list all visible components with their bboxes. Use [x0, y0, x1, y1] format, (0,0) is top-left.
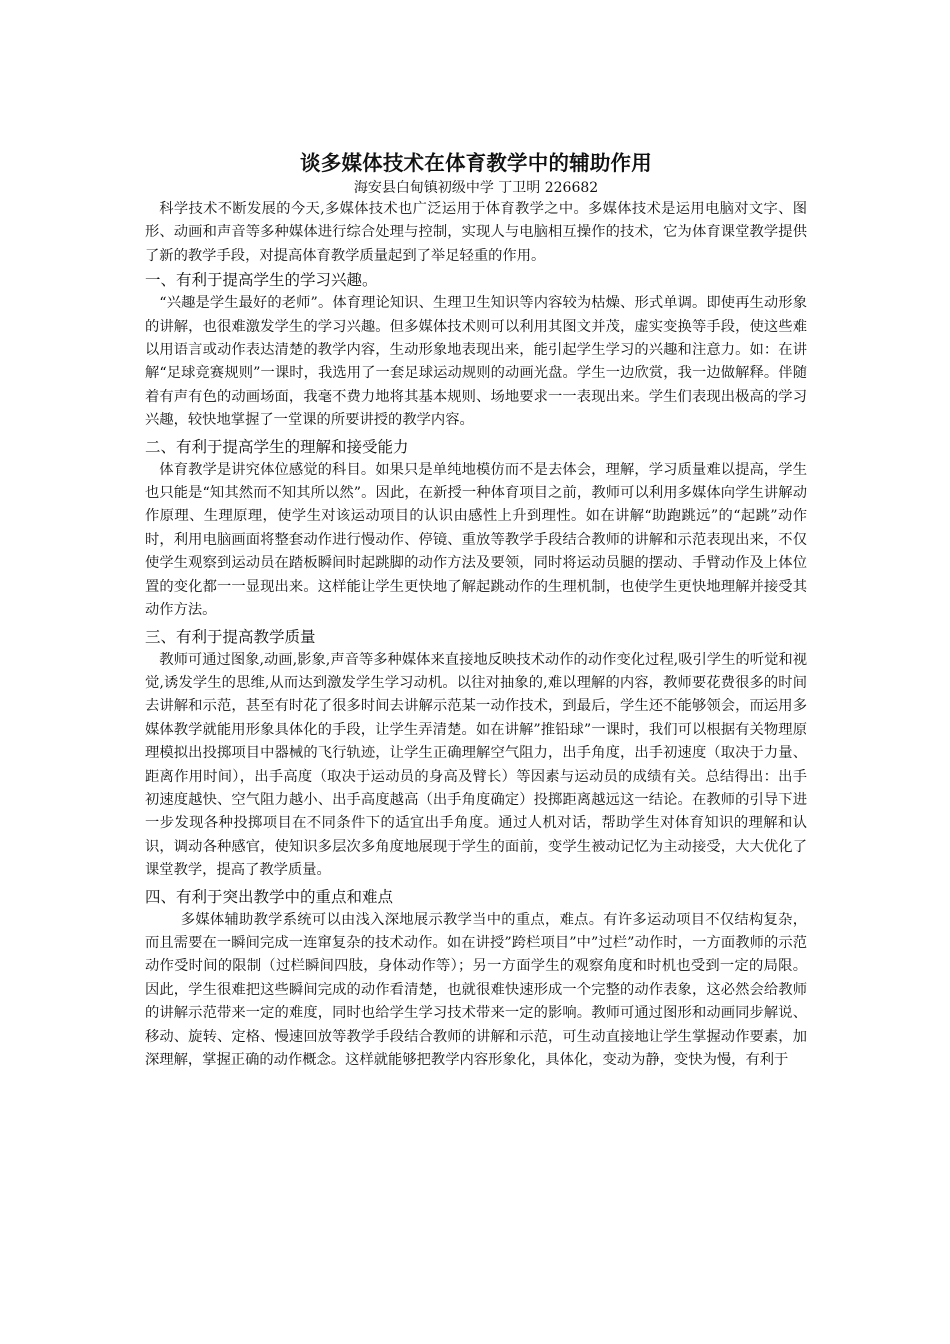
- section-heading-3: 三、有利于提高教学质量: [145, 627, 316, 646]
- section-body-4: 多媒体辅助教学系统可以由浅入深地展示教学当中的重点，难点。有许多运动项目不仅结构复杂，而且需要在一瞬间完成一连窜复杂的技术动作。如在讲授”跨栏项目”中”过栏”动作时，一方面教师的示范动作受时间的限制（过栏瞬间四肢，身体动作等）；另一方面学生的观察角度和时机也受到一定的局限。因此，学生很难把这些瞬间完成的动作看清楚，也就很难快速形成一个完整的动作表象，这必然会给教师的讲解示范带来一定的难度，同时也给学生学习技术带来一定的影响。教师可通过图形和动画同步解说、移动、旋转、定格、慢速回放等教学手段结合教师的讲解和示范，可生动直接地让学生掌握动作要素，加深理解，掌握正确的动作概念。这样就能够把教学内容形象化，具体化，变动为静，变快为慢，有利于: [145, 911, 807, 1068]
- intro-paragraph: 科学技术不断发展的今天,多媒体技术也广泛运用于体育教学之中。多媒体技术是运用电脑对文字、图形、动画和声音等多种媒体进行综合处理与控制，实现人与电脑相互操作的技术，它为体育课堂教学提供了新的教学手段，对提高体育教学质量起到了举足轻重的作用。: [145, 201, 807, 264]
- author-line: 海安县白甸镇初级中学 丁卫明 226682: [353, 180, 599, 196]
- section-body-1: “兴趣是学生最好的老师”。体育理论知识、生理卫生知识等内容较为枯燥、形式单调。即使再生动形象的讲解，也很难激发学生的学习兴趣。但多媒体技术则可以利用其图文并茂，虚实变换等手段，使这些难以用语言或动作表达清楚的教学内容，生动形象地表现出来，能引起学生学习的兴趣和注意力。如：在讲解“足球竞赛规则”一课时，我选用了一套足球运动规则的动画光盘。学生一边欣赏，我一边做解释。伴随着有声有色的动画场面，我毫不费力地将其基本规则、场地要求一一表现出来。学生们表现出极高的学习兴趣，较快地掌握了一堂课的所要讲授的教学内容。: [145, 295, 807, 429]
- section-heading-2: 二、有利于提高学生的理解和接受能力: [145, 437, 409, 456]
- section-body-3: 教师可通过图象,动画,影象,声音等多种媒体来直接地反映技术动作的动作变化过程,吸引学生的听觉和视觉,诱发学生的思维,从而达到激发学生学习动机。以往对抽象的,难以理解的内容，教师要花费很多的时间去讲解和示范，甚至有时花了很多时间去讲解示范某一动作技术，到最后，学生还不能够领会，而运用多媒体教学就能用形象具体化的手段，让学生弄清楚。如在讲解”推铅球”一课时，我们可以根据有关物理原理模拟出投掷项目中器械的飞行轨迹，让学生正确理解空气阻力，出手角度，出手初速度（取决于力量、距离作用时间），出手高度（取决于运动员的身高及臂长）等因素与运动员的成绩有关。总结得出：出手初速度越快、空气阻力越小、出手高度越高（出手角度确定）投掷距离越远这一结论。在教师的引导下进一步发现各种投掷项目在不同条件下的适宜出手角度。通过人机对话，帮助学生对体育知识的理解和认识，调动各种感官，使知识多层次多角度地展现于学生的面前，变学生被动记忆为主动接受，大大优化了课堂教学，提高了教学质量。: [145, 651, 807, 879]
- section-heading-4: 四、有利于突出教学中的重点和难点: [145, 887, 394, 906]
- section-heading-1: 一、有利于提高学生的学习兴趣。: [145, 271, 378, 290]
- section-body-2: 体育教学是讲究体位感觉的科目。如果只是单纯地模仿而不是去体会，理解，学习质量难以提高，学生也只能是“知其然而不知其所以然”。因此，在新授一种体育项目之前，教师可以利用多媒体向学生讲解动作原理、生理原理，使学生对该运动项目的认识由感性上升到理性。如在讲解“助跑跳远”的“起跳”动作时，利用电脑画面将整套动作进行慢动作、停镜、重放等教学手段结合教师的讲解和示范表现出来，不仅使学生观察到运动员在踏板瞬间时起跳脚的动作方法及要领，同时将运动员腿的摆动、手臂动作及上体位置的变化都一一显现出来。这样能让学生更快地了解起跳动作的生理机制，也使学生更快地理解并接受其动作方法。: [145, 461, 807, 619]
- document-page: [145, 148, 807, 1072]
- document-title: 谈多媒体技术在体育教学中的辅助作用: [300, 151, 652, 175]
